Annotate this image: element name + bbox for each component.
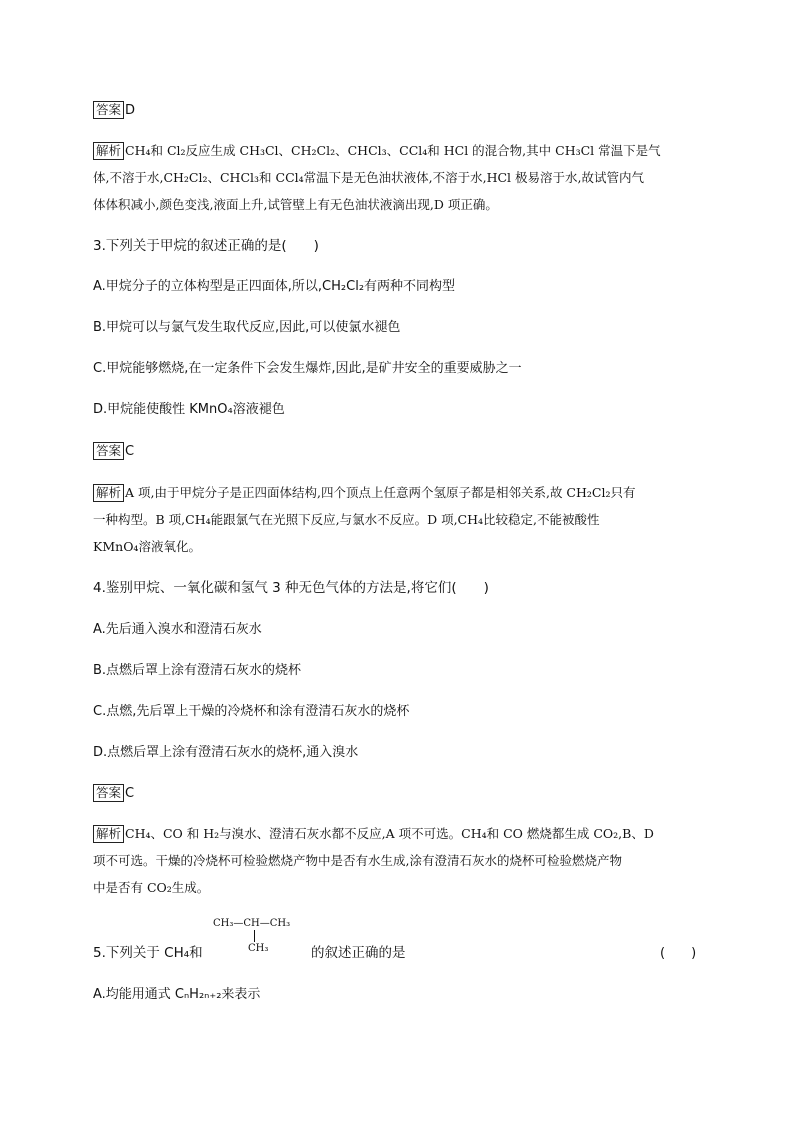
answer-q2: [93, 97, 703, 124]
answer-value: C: [125, 786, 135, 801]
analysis-line: 中是否有 CO₂生成。: [93, 880, 210, 895]
answer-value: C: [125, 444, 135, 459]
answer-q4: [93, 780, 703, 807]
analysis-line: 项不可选。干燥的冷烧杯可检验燃烧产物中是否有水生成,涂有澄清石灰水的烧杯可检验燃烧产物: [93, 853, 622, 868]
analysis-q4: [93, 820, 703, 901]
analysis-q3: [93, 479, 703, 560]
answer-paren: ( ): [660, 946, 697, 961]
answer-q3: [93, 438, 703, 465]
question-stem: 5.下列关于 CH₄和: [93, 945, 203, 961]
analysis-line: CH₄、CO 和 H₂与溴水、澄清石灰水都不反应,A 项不可选。CH₄和 CO 燃烧都生成 CO₂,B、D: [125, 826, 654, 841]
question-5-options: [93, 981, 703, 1008]
question-5-stem-before: [93, 940, 213, 967]
analysis-line: A 项,由于甲烷分子是正四面体结构,四个顶点上任意两个氢原子都是相邻关系,故 CH₂Cl₂只有: [125, 485, 636, 500]
answer-tag: 答案: [93, 101, 124, 119]
answer-tag: 答案: [93, 442, 124, 460]
question-4-stem: [93, 575, 703, 602]
question-3-options: [93, 273, 703, 423]
analysis-tag: 解析: [93, 484, 124, 502]
question-stem: 4.鉴别甲烷、一氧化碳和氢气 3 种无色气体的方法是,将它们( ): [93, 580, 489, 596]
question-4-options: [93, 616, 703, 766]
option-a: A.甲烷分子的立体构型是正四面体,所以,CH₂Cl₂有两种不同构型: [93, 279, 456, 294]
formula-bond: [254, 930, 255, 942]
answer-tag: 答案: [93, 784, 124, 802]
answer-blank: [660, 940, 696, 967]
option-c: C.点燃,先后罩上干燥的冷烧杯和涂有澄清石灰水的烧杯: [93, 704, 410, 719]
option-c: C.甲烷能够燃烧,在一定条件下会发生爆炸,因此,是矿井安全的重要威胁之一: [93, 361, 522, 376]
analysis-line: 体,不溶于水,CH₂Cl₂、CHCl₃和 CCl₄常温下是无色油状液体,不溶于水,HCl 极易溶于水,故试管内气: [93, 170, 645, 185]
option-d: D.点燃后罩上涂有澄清石灰水的烧杯,通入溴水: [93, 745, 359, 760]
formula-branch: CH₃: [248, 943, 269, 954]
answer-value: D: [125, 103, 136, 118]
question-5-stem-after: [311, 940, 406, 967]
analysis-line: KMnO₄溶液氧化。: [93, 539, 201, 554]
analysis-tag: 解析: [93, 825, 124, 843]
formula-main-chain: CH₃—CH—CH₃: [213, 918, 291, 929]
analysis-line: 一种构型。B 项,CH₄能跟氯气在光照下反应,与氯水不反应。D 项,CH₄比较稳定,不能被酸性: [93, 512, 600, 527]
analysis-line: 体体积减小,颜色变浅,液面上升,试管壁上有无色油状液滴出现,D 项正确。: [93, 197, 498, 212]
option-b: B.点燃后罩上涂有澄清石灰水的烧杯: [93, 663, 302, 678]
analysis-line: CH₄和 Cl₂反应生成 CH₃Cl、CH₂Cl₂、CHCl₃、CCl₄和 HCl 的混合物,其中 CH₃Cl 常温下是气: [125, 143, 661, 158]
option-b: B.甲烷可以与氯气发生取代反应,因此,可以使氯水褪色: [93, 320, 401, 335]
analysis-q2: [93, 137, 703, 218]
analysis-tag: 解析: [93, 142, 124, 160]
option-d: D.甲烷能使酸性 KMnO₄溶液褪色: [93, 402, 285, 417]
question-3-stem: [93, 233, 703, 260]
option-a: A.先后通入溴水和澄清石灰水: [93, 622, 262, 637]
question-stem: 的叙述正确的是: [311, 945, 406, 961]
question-stem: 3.下列关于甲烷的叙述正确的是( ): [93, 238, 319, 254]
option-a: A.均能用通式 CₙH₂ₙ₊₂来表示: [93, 987, 261, 1002]
structural-formula: [213, 918, 313, 962]
